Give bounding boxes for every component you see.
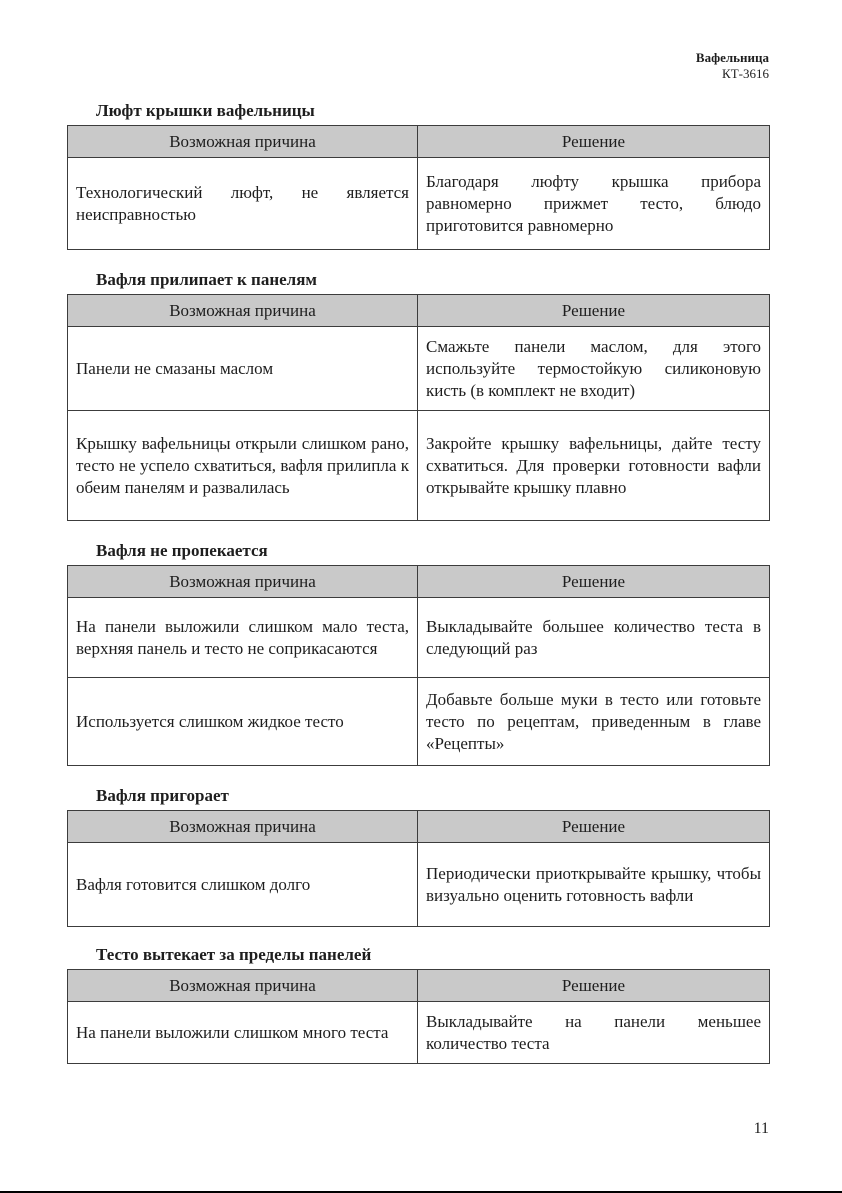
troubleshooting-table <box>67 125 770 250</box>
table-row <box>68 678 770 766</box>
header-cause: Возможная причина <box>68 566 418 598</box>
solution-cell: Добавьте больше муки в тесто или готовьте тесто по рецептам, приведенным в главе «Рецепты» <box>418 678 770 766</box>
header-solution: Решение <box>418 811 770 843</box>
header-cause: Возможная причина <box>68 126 418 158</box>
header-solution: Решение <box>418 295 770 327</box>
section-title: Вафля не пропекается <box>96 541 268 560</box>
header-cause: Возможная причина <box>68 811 418 843</box>
model-number: КТ-3616 <box>722 66 769 81</box>
troubleshooting-table <box>67 294 770 521</box>
section-dough-leaks <box>67 945 769 1064</box>
header-solution: Решение <box>418 126 770 158</box>
table-header-row <box>68 566 770 598</box>
cause-cell: Вафля готовится слишком долго <box>68 843 418 927</box>
table-row <box>68 598 770 678</box>
solution-cell: Смажьте панели маслом, для этого используйте термостойкую силиконовую кисть (в комплект не входит) <box>418 327 770 411</box>
solution-cell: Выкладывайте большее количество теста в следующий раз <box>418 598 770 678</box>
table-row <box>68 411 770 521</box>
cause-cell: Используется слишком жидкое тесто <box>68 678 418 766</box>
section-title: Вафля прилипает к панелям <box>96 270 317 289</box>
section-not-baked <box>67 541 769 766</box>
table-row <box>68 158 770 250</box>
table-row <box>68 327 770 411</box>
section-title: Вафля пригорает <box>96 786 229 805</box>
troubleshooting-table <box>67 810 770 927</box>
section-burns <box>67 786 769 927</box>
section-title: Люфт крышки вафельницы <box>96 101 315 120</box>
section-lid-play <box>67 101 769 250</box>
table-header-row <box>68 970 770 1002</box>
table-header-row <box>68 295 770 327</box>
cause-cell: На панели выложили слишком мало теста, верхняя панель и тесто не соприкасаются <box>68 598 418 678</box>
cause-cell: На панели выложили слишком много теста <box>68 1002 418 1064</box>
troubleshooting-table <box>67 969 770 1064</box>
table-header-row <box>68 811 770 843</box>
header-cause: Возможная причина <box>68 295 418 327</box>
header-cause: Возможная причина <box>68 970 418 1002</box>
header-solution: Решение <box>418 566 770 598</box>
section-title: Тесто вытекает за пределы панелей <box>96 945 372 964</box>
solution-cell: Закройте крышку вафельницы, дайте тесту схватиться. Для проверки готовности вафли открывайте крышку плавно <box>418 411 770 521</box>
table-row <box>68 843 770 927</box>
header-solution: Решение <box>418 970 770 1002</box>
solution-cell: Благодаря люфту крышка прибора равномерно прижмет тесто, блюдо приготовится равномерно <box>418 158 770 250</box>
solution-cell: Выкладывайте на панели меньшее количество теста <box>418 1002 770 1064</box>
cause-cell: Крышку вафельницы открыли слишком рано, тесто не успело схватиться, вафля прилипла к обеим панелям и развалилась <box>68 411 418 521</box>
cause-cell: Панели не смазаны маслом <box>68 327 418 411</box>
page-number: 11 <box>753 1120 769 1137</box>
running-header <box>696 50 769 82</box>
section-waffle-sticks <box>67 270 769 521</box>
table-row <box>68 1002 770 1064</box>
troubleshooting-table <box>67 565 770 766</box>
solution-cell: Периодически приоткрывайте крышку, чтобы визуально оценить готовность вафли <box>418 843 770 927</box>
product-name: Вафельница <box>695 50 769 65</box>
table-header-row <box>68 126 770 158</box>
cause-cell: Технологический люфт, не является неисправностью <box>68 158 418 250</box>
